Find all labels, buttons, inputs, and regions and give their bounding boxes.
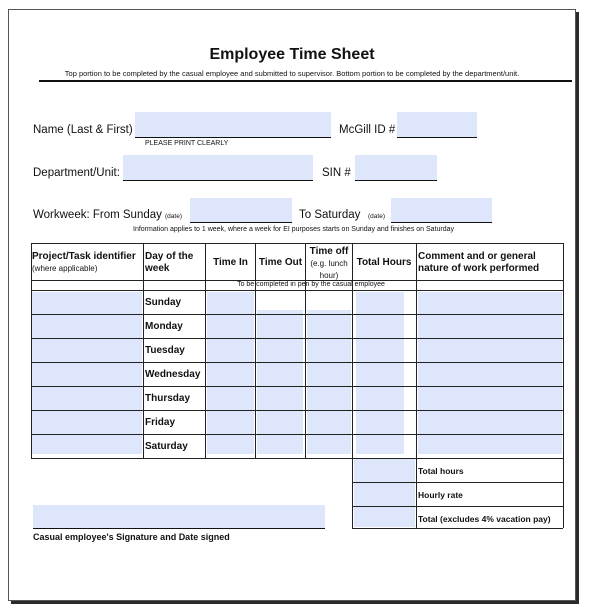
week-start-underline <box>190 222 292 223</box>
instructions-subtitle: Top portion to be completed by the casual employee and submitted to supervisor. Bottom portion to be completed by the department/unit. <box>64 69 520 78</box>
table-hline-r6 <box>31 434 563 435</box>
name-underline <box>135 137 331 138</box>
header-time-off <box>306 246 352 282</box>
date-note-from: (date) <box>165 213 182 220</box>
info-note: Information applies to 1 week, where a week for EI purposes starts on Sunday and finishes on Saturday <box>133 226 455 233</box>
project-column-fill[interactable] <box>32 292 142 454</box>
pen-note: To be completed in pen by the casual employee <box>237 281 385 288</box>
header-time-off-sub: (e.g. lunch hour) <box>310 259 348 280</box>
hourly-rate-label: Hourly rate <box>418 490 463 500</box>
day-monday: Monday <box>145 321 183 332</box>
hourly-rate-field[interactable] <box>354 483 415 506</box>
table-hline-top <box>31 243 563 244</box>
header-time-in: Time In <box>213 257 248 268</box>
week-end-date-field[interactable] <box>391 198 492 222</box>
table-vline-day <box>143 243 144 458</box>
header-total-hours: Total Hours <box>356 257 412 268</box>
table-vline-timeout <box>255 243 256 458</box>
mcgill-id-label: McGill ID # <box>339 124 396 136</box>
header-time-off-text: Time off <box>309 246 349 257</box>
table-vline-timeoff <box>305 243 306 458</box>
sin-label: SIN # <box>322 167 351 179</box>
day-sunday: Sunday <box>145 297 182 308</box>
day-saturday: Saturday <box>145 441 188 452</box>
table-vline-right <box>563 243 564 528</box>
department-field[interactable] <box>123 155 313 180</box>
workweek-label: Workweek: From Sunday <box>33 209 162 221</box>
time-out-column-fill[interactable] <box>257 310 303 454</box>
total-excl-label: Total (excludes 4% vacation pay) <box>418 514 551 524</box>
table-hline-r1 <box>31 314 563 315</box>
time-off-column-fill[interactable] <box>307 310 351 454</box>
department-label: Department/Unit: <box>33 167 120 179</box>
day-tuesday: Tuesday <box>145 345 185 356</box>
mcgill-id-field[interactable] <box>397 112 477 137</box>
total-amount-field[interactable] <box>354 507 415 527</box>
table-hline-r7 <box>31 458 563 459</box>
to-saturday-label: To Saturday <box>299 209 361 221</box>
totals-hline-2 <box>352 506 563 507</box>
header-project <box>32 251 144 275</box>
signature-field[interactable] <box>33 505 325 528</box>
time-sheet-page <box>8 9 576 601</box>
mcgill-id-underline <box>397 137 477 138</box>
day-thursday: Thursday <box>145 393 191 404</box>
table-hline-r4 <box>31 386 563 387</box>
week-start-date-field[interactable] <box>190 198 292 222</box>
table-hline-r2 <box>31 338 563 339</box>
day-wednesday: Wednesday <box>145 369 201 380</box>
sin-field[interactable] <box>355 155 437 180</box>
name-field[interactable] <box>135 112 331 137</box>
total-hours-column-fill[interactable] <box>356 292 404 454</box>
total-hours-field[interactable] <box>354 459 415 482</box>
header-project-text: Project/Task identifier <box>32 251 136 262</box>
department-underline <box>123 180 313 181</box>
print-note: PLEASE PRINT CLEARLY <box>145 140 229 147</box>
total-hours-label: Total hours <box>418 466 464 476</box>
totals-hline-3 <box>352 528 563 529</box>
page-title: Employee Time Sheet <box>209 46 375 63</box>
header-project-sub: (where applicable) <box>32 264 98 273</box>
table-hline-header <box>31 280 563 281</box>
comment-column-fill[interactable] <box>418 292 562 454</box>
sin-underline <box>355 180 437 181</box>
title-rule <box>39 80 572 82</box>
signature-label: Casual employee's Signature and Date signed <box>33 532 230 542</box>
header-day: Day of the week <box>145 251 194 274</box>
day-friday: Friday <box>145 417 176 428</box>
header-time-out: Time Out <box>258 257 303 268</box>
name-label: Name (Last & First) <box>33 124 133 136</box>
table-vline-timein <box>205 243 206 458</box>
signature-underline <box>33 528 325 529</box>
header-comment: Comment and or general nature of work performed <box>418 251 540 274</box>
table-hline-r3 <box>31 362 563 363</box>
totals-hline-1 <box>352 482 563 483</box>
table-hline-r5 <box>31 410 563 411</box>
week-end-underline <box>391 222 492 223</box>
table-vline-left <box>31 243 32 458</box>
table-hline-note <box>31 290 563 291</box>
time-in-column-fill[interactable] <box>207 292 254 454</box>
date-note-to: (date) <box>368 213 385 220</box>
